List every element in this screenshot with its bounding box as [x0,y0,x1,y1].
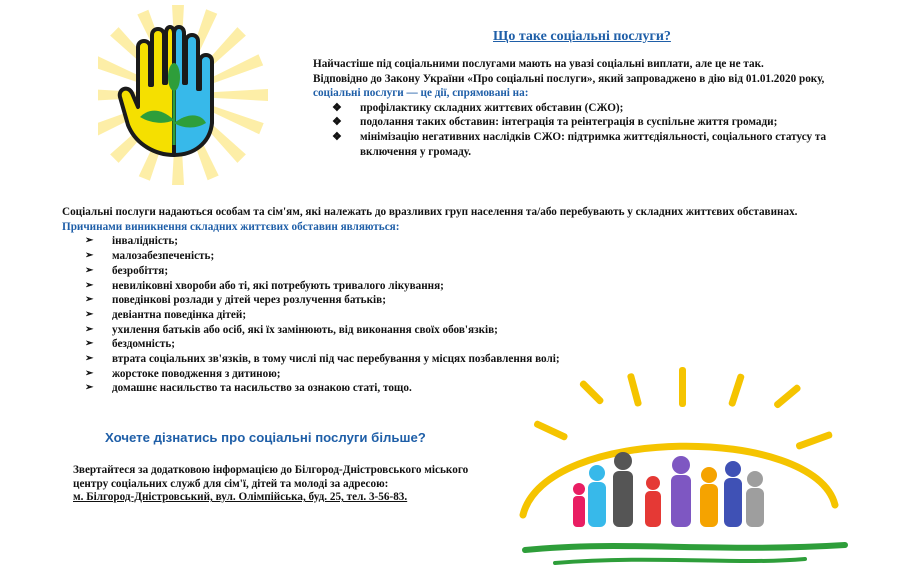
list-item: ❖ подолання таких обставин: інтеграція та реінтеграція в суспільне життя громади; [332,116,778,129]
intro-block [313,57,873,159]
arrow-bullet-icon: ➢ [85,338,94,350]
list-item: ➢ ухилення батьків або осіб, які їх замінюють, від виконання своїх обов'язків; [85,323,498,336]
diamond-bullet-icon: ❖ [332,130,343,143]
arrow-bullet-icon: ➢ [85,235,94,247]
list-item: ➢ втрата соціальних зв'язків, в тому числі під час перебування у місцях позбавлення волі; [85,353,560,366]
intro-line: Найчастіше під соціальними послугами мають на увазі соціальні виплати, але це не так. [313,58,764,70]
causes-heading: Причинами виникнення складних життєвих обставин являються: [62,220,400,233]
hand-leaf-icon [98,5,278,190]
definition-text: соціальні послуги — це дії, спрямовані на: [313,87,529,100]
arrow-bullet-icon: ➢ [85,250,94,262]
intro-line: Відповідно до Закону України «Про соціальні послуги», який запроваджено в дію від 01.01.2020 року, [313,72,825,85]
arrow-bullet-icon: ➢ [85,323,94,335]
arrow-bullet-icon: ➢ [85,382,94,394]
arrow-bullet-icon: ➢ [85,367,94,379]
list-item: ❖ мінімізацію негативних наслідків СЖО: підтримка життєдіяльності, соціального статусу та включення у громаду. [332,130,827,158]
more-info-heading: Хочете дізнатись про соціальні послуги більше? [105,430,426,445]
list-item: ➢ безробіття; [85,264,169,277]
definition-list [332,101,873,159]
arrow-bullet-icon: ➢ [85,264,94,276]
diamond-bullet-icon: ❖ [332,116,343,129]
list-item: ➢ інвалідність; [85,235,178,248]
contact-block [73,464,493,505]
page-title: Що таке соціальні послуги? [493,29,671,44]
provided-to-text: Соціальні послуги надаються особам та сім'ям, які належать до вразливих груп населення та/або перебувають у складних життєвих обставинах. [62,206,798,218]
diamond-bullet-icon: ❖ [332,101,343,114]
arrow-bullet-icon: ➢ [85,308,94,320]
list-item: ➢ девіантна поведінка дітей; [85,308,247,321]
list-item: ❖ профілактику складних життєвих обставин (СЖО); [332,101,624,114]
list-item: ➢ жорстоке поводження з дитиною; [85,367,281,380]
list-item: ➢ бездомність; [85,338,176,351]
sun-family-icon [485,365,870,575]
list-item: ➢ малозабезпеченість; [85,250,215,263]
contact-text: Звертайтеся за додатковою інформацією до Білгород-Дністровського міського центру соціальних служб для сім'ї, дітей та молоді за адресою: [73,464,469,490]
arrow-bullet-icon: ➢ [85,353,94,365]
list-item: ➢ поведінкові розлади у дітей через розлучення батьків; [85,294,386,307]
list-item: ➢ невиліковні хвороби або ті, які потребують тривалого лікування; [85,279,444,292]
address-text: м. Білгород-Дністровський, вул. Олімпійська, буд. 25, тел. 3-56-83. [73,491,408,503]
arrow-bullet-icon: ➢ [85,279,94,291]
arrow-bullet-icon: ➢ [85,294,94,306]
list-item: ➢ домашнє насильство та насильство за ознакою статі, тощо. [85,382,412,395]
